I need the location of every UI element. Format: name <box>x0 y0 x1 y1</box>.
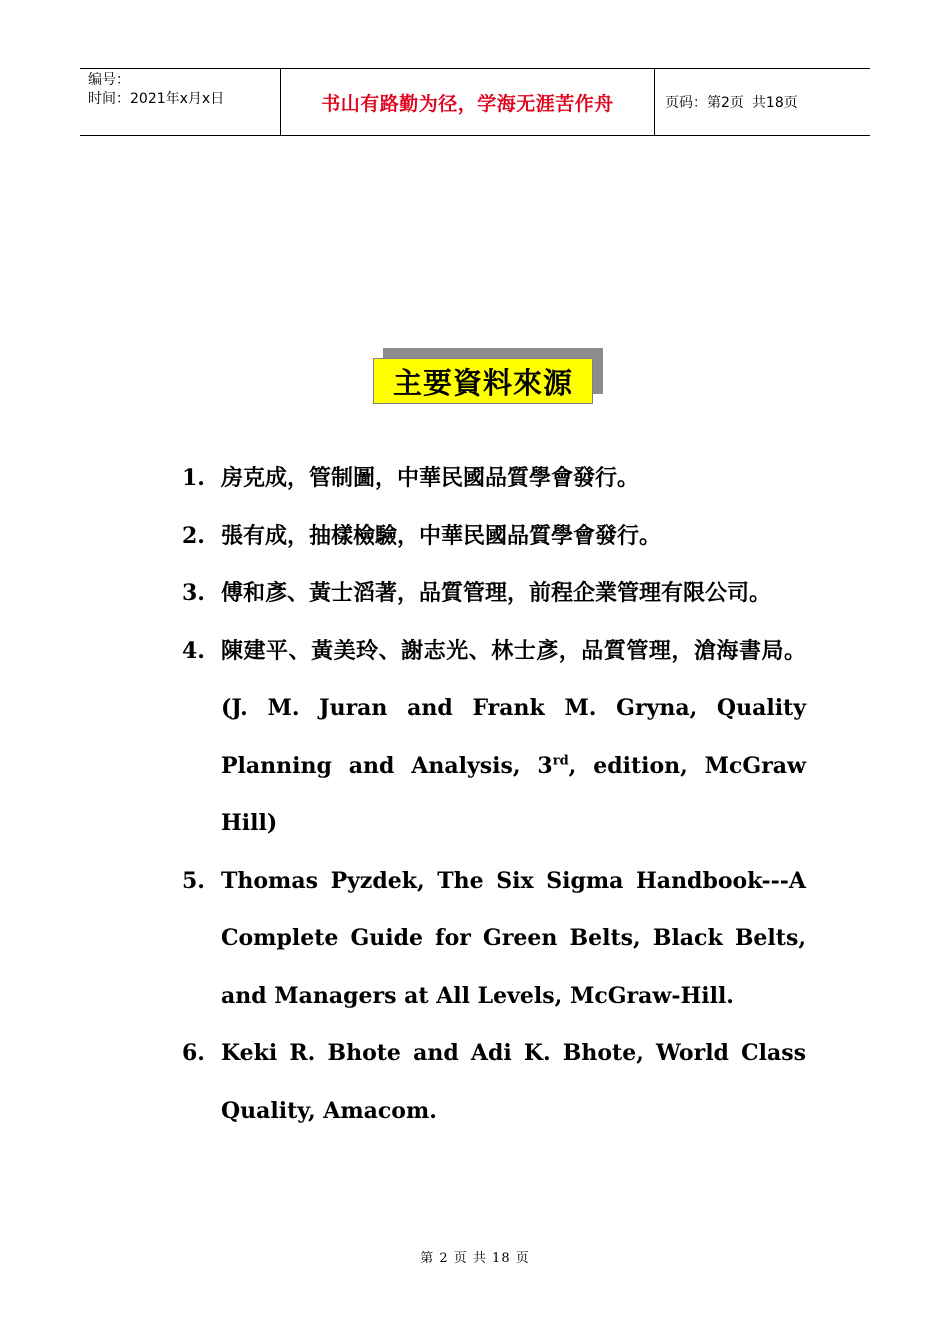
reference-number: 6. <box>182 1040 205 1066</box>
reference-text: Thomas Pyzdek, The Six Sigma Handbook---A Complete Guide for Green Belts, Black Belts, and Managers at All Levels, McGraw-Hill. <box>221 867 806 1009</box>
reference-text: 房克成，管制圖，中華民國品質學會發行。 <box>221 465 640 491</box>
page-footer: 第 2 页 共 18 页 <box>420 1251 530 1266</box>
reference-text: 陳建平、黃美玲、謝志光、林士彥，品質管理，滄海書局。(J. M. Juran and Frank M. Gryna, Quality Planning and Analysis, 3 <box>221 637 806 779</box>
reference-text: 傅和彥、黃士滔著，品質管理，前程企業管理有限公司。 <box>221 580 772 606</box>
reference-number: 3. <box>182 580 205 606</box>
reference-item <box>182 508 806 566</box>
reference-number: 5. <box>182 867 205 894</box>
header-page-code <box>655 69 870 135</box>
reference-list <box>182 450 806 1140</box>
document-number-label: 编号： <box>88 72 130 88</box>
reference-number: 1. <box>182 465 205 491</box>
reference-text: 張有成，抽樣檢驗，中華民國品質學會發行。 <box>221 522 662 549</box>
section-title: 主要資料來源 <box>373 358 593 404</box>
header-page-current: 页码：第2页 <box>665 95 744 111</box>
reference-item <box>182 1025 806 1140</box>
header-page-total: 共18页 <box>751 95 798 111</box>
header-motto: 书山有路勤为径，学海无涯苦作舟 <box>281 69 655 135</box>
reference-text-tail: , edition, McGraw Hill) <box>221 752 806 836</box>
section-title-block <box>373 348 603 406</box>
reference-item <box>182 853 806 1026</box>
reference-number: 4. <box>182 637 205 664</box>
page-header <box>80 68 870 136</box>
reference-number: 2. <box>182 522 205 549</box>
reference-item <box>182 450 806 508</box>
reference-item <box>182 623 806 853</box>
header-meta <box>80 69 281 135</box>
document-time-label: 时间：2021年x月x日 <box>88 91 225 107</box>
reference-superscript: rd <box>552 753 569 769</box>
reference-text: Keki R. Bhote and Adi K. Bhote, World Class Quality, Amacom. <box>221 1040 806 1124</box>
reference-item <box>182 565 806 623</box>
